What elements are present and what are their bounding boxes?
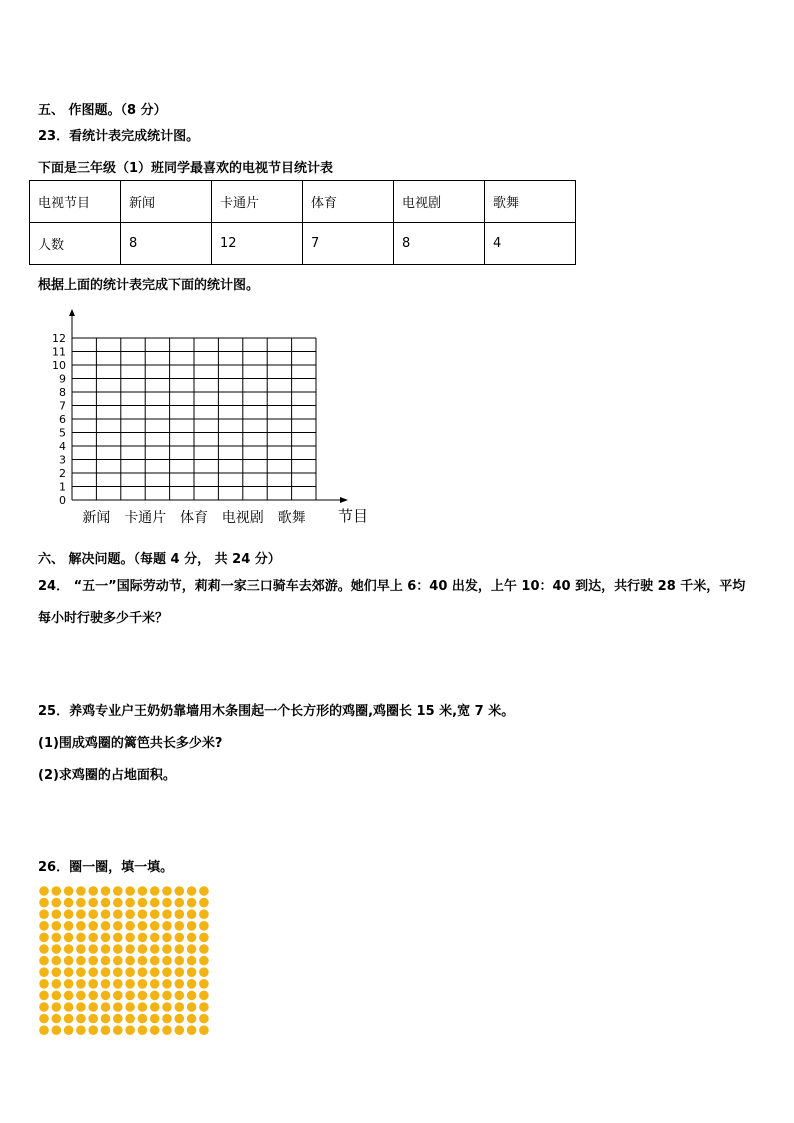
dot xyxy=(150,979,160,989)
dot xyxy=(125,956,135,966)
dot xyxy=(162,967,172,977)
dot xyxy=(162,898,172,908)
y-tick-label: 9 xyxy=(59,372,66,386)
dot xyxy=(150,909,160,919)
dot xyxy=(175,979,185,989)
y-tick-label: 8 xyxy=(59,386,66,399)
table-cell: 4 xyxy=(485,223,576,265)
table-row xyxy=(30,223,576,265)
dot xyxy=(125,1002,135,1012)
dot xyxy=(125,991,135,1001)
question-24-line-2: 每小时行驶多少千米？ xyxy=(38,611,169,626)
y-tick-label: 11 xyxy=(52,345,66,359)
y-tick-label: 0 xyxy=(59,494,66,507)
question-23-title: 23．看统计表完成统计图。 xyxy=(38,129,200,144)
dot xyxy=(138,909,148,919)
question-24-line-1: 24． “五一”国际劳动节，莉莉一家三口骑车去郊游。她们早上 6：40 出发，上午 10：40 到达，共行驶 28 千米，平均 xyxy=(38,579,746,594)
dot xyxy=(113,1014,123,1024)
dot xyxy=(187,898,197,908)
table-cell: 人数 xyxy=(30,223,121,265)
dot xyxy=(76,898,86,908)
y-tick-label: 4 xyxy=(59,440,66,453)
dot xyxy=(138,886,148,896)
dot xyxy=(162,956,172,966)
dot xyxy=(101,886,111,896)
table-cell: 卡通片 xyxy=(212,181,303,223)
dot xyxy=(64,979,74,989)
dot xyxy=(187,921,197,931)
dot xyxy=(113,991,123,1001)
dot xyxy=(138,933,148,943)
dot xyxy=(113,933,123,943)
dot xyxy=(162,1002,172,1012)
dot xyxy=(39,991,49,1001)
dot xyxy=(52,886,62,896)
dot xyxy=(52,944,62,954)
dot xyxy=(52,967,62,977)
dot xyxy=(199,991,209,1001)
dot xyxy=(76,979,86,989)
table-cell: 8 xyxy=(394,223,485,265)
dot xyxy=(150,991,160,1001)
dot xyxy=(150,933,160,943)
dot xyxy=(39,1025,49,1035)
dot xyxy=(76,1014,86,1024)
dot xyxy=(175,991,185,1001)
dot xyxy=(113,1002,123,1012)
dot xyxy=(39,886,49,896)
dot xyxy=(76,1025,86,1035)
dot xyxy=(187,933,197,943)
dot xyxy=(52,1014,62,1024)
dot xyxy=(162,944,172,954)
dot xyxy=(101,1025,111,1035)
dot xyxy=(101,921,111,931)
dot xyxy=(88,956,98,966)
dot xyxy=(138,967,148,977)
dot xyxy=(64,886,74,896)
dot xyxy=(138,1002,148,1012)
dot xyxy=(64,956,74,966)
dot xyxy=(187,956,197,966)
dot xyxy=(113,909,123,919)
dot xyxy=(187,944,197,954)
dot xyxy=(187,967,197,977)
x-axis-label: 节目 xyxy=(338,507,369,525)
dot xyxy=(125,944,135,954)
dot xyxy=(175,1025,185,1035)
y-tick-label: 7 xyxy=(59,399,66,413)
dot xyxy=(125,909,135,919)
dot xyxy=(101,967,111,977)
x-category-label: 新闻 xyxy=(82,510,111,526)
dot xyxy=(88,921,98,931)
dot xyxy=(162,933,172,943)
dot xyxy=(162,909,172,919)
dot xyxy=(150,1025,160,1035)
dot xyxy=(138,979,148,989)
dot xyxy=(113,921,123,931)
dot xyxy=(162,921,172,931)
dot xyxy=(175,898,185,908)
dot xyxy=(187,1002,197,1012)
dot-grid xyxy=(38,885,218,1035)
dot xyxy=(199,933,209,943)
dot xyxy=(88,909,98,919)
dot xyxy=(150,944,160,954)
dot xyxy=(76,944,86,954)
dot xyxy=(125,1014,135,1024)
dot xyxy=(52,991,62,1001)
dot xyxy=(175,956,185,966)
dot xyxy=(39,898,49,908)
dot xyxy=(64,933,74,943)
dot xyxy=(187,979,197,989)
section-6-heading: 六、 解决问题。（每题 4 分， 共 24 分） xyxy=(38,552,281,567)
x-category-label: 歌舞 xyxy=(277,510,306,526)
dot xyxy=(64,898,74,908)
y-tick-label: 5 xyxy=(59,426,66,440)
dot xyxy=(39,909,49,919)
dot xyxy=(39,944,49,954)
question-25-part-2: (2)求鸡圈的占地面积。 xyxy=(38,768,176,783)
dot xyxy=(187,886,197,896)
dot xyxy=(125,921,135,931)
x-category-label: 体育 xyxy=(180,510,208,526)
dot xyxy=(39,979,49,989)
dot xyxy=(187,991,197,1001)
dot xyxy=(125,967,135,977)
dot xyxy=(52,979,62,989)
dot xyxy=(162,979,172,989)
dot xyxy=(187,1014,197,1024)
dot xyxy=(88,886,98,896)
x-category-label: 卡通片 xyxy=(124,510,167,526)
dot xyxy=(175,921,185,931)
dot xyxy=(52,933,62,943)
dot xyxy=(76,909,86,919)
dot xyxy=(150,967,160,977)
chart-instruction: 根据上面的统计表完成下面的统计图。 xyxy=(38,278,260,293)
table-cell: 8 xyxy=(121,223,212,265)
dot xyxy=(76,933,86,943)
dot xyxy=(175,886,185,896)
table-cell: 电视剧 xyxy=(394,181,485,223)
dot xyxy=(113,944,123,954)
dot xyxy=(39,956,49,966)
dot xyxy=(76,991,86,1001)
dot xyxy=(175,967,185,977)
blank-bar-chart xyxy=(38,300,378,530)
x-category-label: 电视剧 xyxy=(221,510,264,526)
y-axis-arrow xyxy=(69,309,75,316)
dot xyxy=(125,979,135,989)
x-axis-arrow xyxy=(340,497,348,503)
dot xyxy=(175,1014,185,1024)
dot xyxy=(101,1002,111,1012)
dot xyxy=(125,933,135,943)
dot xyxy=(101,944,111,954)
dot xyxy=(101,933,111,943)
dot xyxy=(64,1025,74,1035)
y-tick-label: 3 xyxy=(59,453,66,467)
dot xyxy=(113,956,123,966)
y-tick-label: 6 xyxy=(59,413,66,426)
y-tick-label: 12 xyxy=(52,332,66,345)
dot xyxy=(125,886,135,896)
dot xyxy=(52,921,62,931)
dot xyxy=(39,1002,49,1012)
y-tick-label: 2 xyxy=(59,467,66,480)
dot xyxy=(88,991,98,1001)
dot xyxy=(125,1025,135,1035)
dot xyxy=(101,909,111,919)
dot xyxy=(52,1002,62,1012)
dot xyxy=(64,1014,74,1024)
y-tick-label: 10 xyxy=(52,359,66,372)
dot xyxy=(64,991,74,1001)
dot xyxy=(76,886,86,896)
dot xyxy=(39,1014,49,1024)
table-header-row xyxy=(30,181,576,223)
dot xyxy=(88,1025,98,1035)
dot xyxy=(138,944,148,954)
dot xyxy=(39,933,49,943)
dot xyxy=(162,1014,172,1024)
dot xyxy=(113,967,123,977)
table-cell: 7 xyxy=(303,223,394,265)
dot xyxy=(64,944,74,954)
dot xyxy=(101,956,111,966)
dot xyxy=(199,1014,209,1024)
dot xyxy=(175,944,185,954)
question-25-part-1: (1)围成鸡圈的篱笆共长多少米? xyxy=(38,736,223,751)
dot xyxy=(150,898,160,908)
dot xyxy=(175,909,185,919)
dot xyxy=(52,909,62,919)
dot xyxy=(138,991,148,1001)
section-5-heading: 五、 作图题。（8 分） xyxy=(38,103,167,118)
dot xyxy=(76,956,86,966)
dot xyxy=(76,1002,86,1012)
dot xyxy=(138,1025,148,1035)
question-25-title: 25．养鸡专业户王奶奶靠墙用木条围起一个长方形的鸡圈,鸡圈长 15 米,宽 7 米。 xyxy=(38,704,515,719)
dot xyxy=(199,886,209,896)
dot xyxy=(88,898,98,908)
dot xyxy=(88,979,98,989)
dot xyxy=(199,921,209,931)
dot xyxy=(88,1014,98,1024)
dot xyxy=(150,1014,160,1024)
dot xyxy=(39,967,49,977)
table-cell: 体育 xyxy=(303,181,394,223)
dot xyxy=(88,933,98,943)
dot xyxy=(162,991,172,1001)
dot xyxy=(101,991,111,1001)
dot xyxy=(199,967,209,977)
dot xyxy=(76,921,86,931)
dot xyxy=(113,898,123,908)
dot xyxy=(64,909,74,919)
dot xyxy=(138,1014,148,1024)
dot xyxy=(175,933,185,943)
dot xyxy=(113,1025,123,1035)
dot xyxy=(101,898,111,908)
dot xyxy=(52,956,62,966)
dot xyxy=(52,898,62,908)
y-tick-label: 1 xyxy=(59,480,66,494)
tv-program-table xyxy=(29,180,576,265)
dot xyxy=(88,944,98,954)
dot xyxy=(199,898,209,908)
dot xyxy=(101,1014,111,1024)
dot xyxy=(52,1025,62,1035)
dot xyxy=(113,979,123,989)
table-cell: 电视节目 xyxy=(30,181,121,223)
dot xyxy=(138,898,148,908)
dot xyxy=(187,1025,197,1035)
table-caption: 下面是三年级（1）班同学最喜欢的电视节目统计表 xyxy=(38,161,334,176)
dot xyxy=(199,1002,209,1012)
dot xyxy=(88,1002,98,1012)
dot xyxy=(150,1002,160,1012)
dot xyxy=(162,1025,172,1035)
dot xyxy=(76,967,86,977)
question-26-title: 26．圈一圈，填一填。 xyxy=(38,860,174,875)
dot xyxy=(64,921,74,931)
dot xyxy=(101,979,111,989)
table-cell: 新闻 xyxy=(121,181,212,223)
dot xyxy=(199,1025,209,1035)
dot xyxy=(138,921,148,931)
dot xyxy=(199,944,209,954)
dot xyxy=(175,1002,185,1012)
dot xyxy=(113,886,123,896)
dot xyxy=(199,956,209,966)
dot xyxy=(150,921,160,931)
dot xyxy=(39,921,49,931)
dot xyxy=(88,967,98,977)
table-cell: 12 xyxy=(212,223,303,265)
dot xyxy=(125,898,135,908)
dot xyxy=(162,886,172,896)
dot xyxy=(150,956,160,966)
table-cell: 歌舞 xyxy=(485,181,576,223)
dot xyxy=(187,909,197,919)
dot xyxy=(64,1002,74,1012)
dot xyxy=(199,979,209,989)
dot xyxy=(64,967,74,977)
dot xyxy=(138,956,148,966)
dot xyxy=(199,909,209,919)
dot xyxy=(150,886,160,896)
